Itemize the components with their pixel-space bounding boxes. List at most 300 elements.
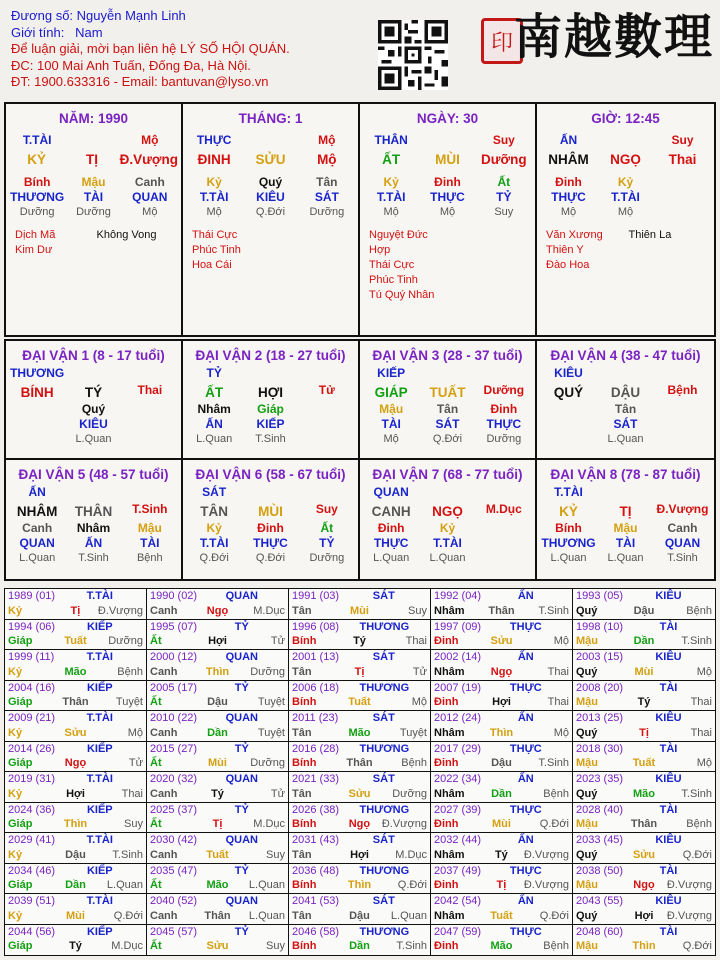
year-can: Giáp [8,879,33,891]
dai-van-cell[interactable] [183,341,360,460]
year-label: 2018 (30) [576,742,624,755]
pillar-top-row-item [65,133,121,148]
year-line1 [292,620,427,635]
year-cell[interactable] [289,833,431,864]
year-label: 1992 (04) [434,590,482,602]
year-cell[interactable] [573,650,715,681]
year-cell[interactable] [573,894,715,925]
year-chi: Ngọ [64,757,87,769]
year-cell[interactable] [5,589,147,620]
pillar-stage-row-item: Mộ [383,206,399,218]
year-cell[interactable] [289,864,431,895]
dai-van-cell[interactable] [537,341,714,460]
year-label: 2021 (33) [292,773,340,785]
year-cell[interactable] [5,925,147,956]
year-cell[interactable] [431,894,573,925]
pillar-stars [540,228,711,273]
dai-van-tt-item: ẤN [84,536,103,550]
year-cell[interactable] [431,620,573,651]
annual-luck-table [4,588,716,956]
year-stage: Đ.Vượng [97,604,143,617]
year-line2 [292,665,427,680]
year-label: 1990 (02) [150,590,198,602]
gender-value: Nam [75,24,103,40]
pillar-can-chi-row-item: KỶ [27,152,47,167]
year-cell[interactable] [573,589,715,620]
year-stage: Mộ [127,726,143,739]
year-label: 1993 (05) [576,590,624,602]
year-line1 [8,650,143,665]
pillar-hidden-stems-row [186,175,355,190]
year-line2 [576,817,712,832]
year-stage: Q.Đới [113,909,143,922]
year-line2 [434,634,569,649]
dai-van-can: QUÝ [553,385,584,400]
dai-van-tt-item: THỰC [253,536,288,550]
year-cell[interactable] [147,620,289,651]
year-label: 1994 (06) [8,620,56,633]
year-can: Quý [576,787,598,800]
year-line1 [576,620,712,635]
dai-van-bot-item: Mộ [383,433,399,445]
year-chi: Hợi [492,696,511,708]
dai-van-tt-item [122,417,178,432]
star-item: Văn Xương [546,229,603,241]
pillar-top-row [186,133,355,148]
year-stage: Thai [690,696,712,708]
dai-van-title: ĐẠI VẬN 7 (68 - 77 tuổi) [372,467,523,482]
year-line1 [8,742,143,757]
year-chi: Thân [204,909,231,922]
year-ten-god: THƯƠNG [359,864,410,877]
year-chi: Hợi [634,909,654,922]
year-line1 [434,864,569,879]
year-cell[interactable] [5,864,147,895]
year-label: 2006 (18) [292,681,340,694]
year-stage: Tuyệt [257,696,285,708]
year-cell[interactable] [147,772,289,803]
pillar-stage-row-item: Dưỡng [309,206,345,218]
year-chi: Thân [62,696,89,708]
year-label: 2022 (34) [434,773,482,785]
dai-van-than: ẤN [28,485,46,499]
year-cell[interactable] [289,742,431,773]
year-cell[interactable] [431,803,573,834]
year-cell[interactable] [147,894,289,925]
dai-van-tang-item: Canh [667,521,698,535]
year-line1 [576,894,712,909]
pillar-top-row-item: T.TÀI [22,133,52,147]
dai-van-tang-item: Mậu [613,521,638,535]
year-can: Giáp [8,757,33,769]
year-line1 [434,711,569,726]
year-label: 2039 (51) [8,895,56,907]
year-cell[interactable] [147,681,289,712]
year-stage: Dưỡng [392,787,427,800]
stars-right [451,228,533,303]
person-name: Nguyễn Mạnh Linh [76,8,186,23]
year-cell[interactable] [431,681,573,712]
year-ten-god: KIẾP [86,681,113,694]
year-cell[interactable] [431,833,573,864]
year-line1 [434,742,569,757]
pillar-cell [183,104,360,337]
year-chi: Dậu [633,604,655,617]
year-label: 1989 (01) [8,590,56,602]
star-item: Phúc Tinh [192,244,241,256]
year-chi: Tý [211,787,224,800]
year-cell[interactable] [573,742,715,773]
pillar-ten-gods-row-item: T.TÀI [199,190,229,204]
year-ten-god: KIẾP [86,620,113,633]
year-cell[interactable] [289,650,431,681]
pillar-hidden-stems-row-item: Đinh [434,175,461,189]
year-line2 [434,604,569,619]
year-cell[interactable] [289,681,431,712]
year-stage: Dưỡng [250,665,285,678]
dai-van-cell[interactable] [6,460,183,579]
year-line1 [292,833,427,848]
year-cell[interactable] [289,894,431,925]
year-cell[interactable] [5,803,147,834]
dai-van-bot-row [540,432,711,447]
dai-van-chi: TÝ [84,385,103,400]
dai-van-than: KIÊU [554,366,583,380]
year-cell[interactable] [5,711,147,742]
year-line1 [8,772,143,787]
spacer [299,485,355,500]
year-cell[interactable] [147,711,289,742]
dai-van-tang-item [540,402,597,417]
year-cell[interactable] [573,620,715,651]
year-line1 [8,711,143,726]
year-ten-god: THỰC [509,742,542,755]
year-line1 [8,681,143,696]
year-can: Quý [576,848,598,861]
dai-van-can: CANH [371,504,411,519]
dai-van-ten-god [363,485,532,500]
year-label: 2023 (35) [576,773,624,785]
year-can: Quý [576,726,598,739]
dai-van-tang-item: Mậu [379,402,404,416]
pillar-title: NĂM: 1990 [58,111,129,126]
pillar-hidden-stems-row-item: Kỷ [206,175,222,189]
dai-van-bot-item: Dưỡng [309,552,345,564]
year-line2 [576,848,712,863]
year-label: 2042 (54) [434,895,482,907]
pillar-top-row [363,133,532,148]
pillar-can-chi-row-item: Đ.Vượng [119,152,178,167]
year-cell[interactable] [5,742,147,773]
year-cell[interactable] [147,833,289,864]
year-stage: Bệnh [686,818,712,830]
year-cell[interactable] [147,589,289,620]
year-can: Bính [292,635,317,647]
phone-email-line[interactable]: ĐT: 1900.633316 - Email: bantuvan@lyso.vn [11,74,269,89]
dai-van-tt-item [540,417,597,432]
dai-van-ten-god [540,485,711,500]
dai-van-tang-item: Bính [555,521,582,535]
pillar-stage-row-item: Mộ [142,206,158,218]
dai-van-tang-item: Kỷ [439,521,456,535]
year-ten-god: QUAN [225,651,258,663]
year-cell[interactable] [289,620,431,651]
dai-van-bot-item: Q.Đới [255,552,286,564]
dai-van-stage: M.Dục [485,502,522,516]
year-ten-god: ẤN [517,773,534,785]
year-line2 [150,665,285,680]
year-line1 [150,803,285,818]
year-cell[interactable] [431,711,573,742]
dai-van-tt-item: SÁT [613,417,638,431]
qr-code-icon[interactable] [378,20,448,90]
year-chi: Mão [64,665,87,678]
pillar-cell [360,104,537,337]
year-label: 2003 (15) [576,651,624,663]
year-line2 [150,848,285,863]
year-can: Giáp [8,940,33,952]
year-ten-god: SÁT [372,773,395,785]
year-cell[interactable] [147,925,289,956]
year-stage: Tuyệt [399,726,427,739]
year-label: 2028 (40) [576,803,624,816]
year-line2 [8,817,143,832]
year-chi: Mùi [66,909,85,922]
dai-van-cell[interactable] [183,460,360,579]
dai-van-bot-row [186,551,355,566]
year-line2 [292,787,427,802]
year-chi: Tuất [64,635,87,647]
year-can: Mậu [576,696,598,708]
year-stage: Tử [412,665,427,678]
dai-van-tt-item [654,417,711,432]
year-cell[interactable] [289,711,431,742]
dai-van-bot-item: L.Quan [550,552,587,564]
year-line2 [434,787,569,802]
year-cell[interactable] [431,925,573,956]
year-can: Tân [292,604,312,617]
year-line2 [8,939,143,954]
pillar-top-row-item: THỰC [196,133,232,147]
year-cell[interactable] [573,772,715,803]
year-stage: Tuyệt [257,726,285,739]
dai-van-tang-row [363,521,532,536]
year-cell[interactable] [5,650,147,681]
year-line1 [434,833,569,848]
year-cell[interactable] [289,772,431,803]
dai-van-tang-row [9,521,178,536]
year-cell[interactable] [431,864,573,895]
year-ten-god: KIẾP [86,864,113,877]
year-cell[interactable] [147,650,289,681]
year-cell[interactable] [573,681,715,712]
year-chi: Sửu [348,787,371,800]
pillar-stage-row-item: Mộ [560,206,577,218]
year-label: 1996 (08) [292,620,340,633]
star-item: Thái Cực [369,259,415,271]
year-chi: Tý [494,848,508,861]
year-chi: Ngọ [348,818,371,830]
year-line1 [434,772,569,787]
year-line1 [292,864,427,879]
year-cell[interactable] [573,925,715,956]
year-cell[interactable] [147,864,289,895]
pillar-title: NGÀY: 30 [416,111,479,126]
pillar-hidden-stems-row [9,175,178,190]
dai-van-stage: Tử [318,383,335,397]
year-line1 [150,620,285,635]
pillar-ten-gods-row [186,190,355,205]
year-cell[interactable] [431,589,573,620]
stars-right [629,228,712,273]
gioi-tinh-label: Giới tính: [11,24,65,40]
year-ten-god: T.TÀI [86,712,113,724]
year-stage: Tử [270,787,285,800]
year-cell[interactable] [5,681,147,712]
year-stage: Q.Đới [539,818,569,830]
year-line1 [150,650,285,665]
year-line2 [434,665,569,680]
dai-van-can-chi [186,383,355,402]
year-ten-god: THƯƠNG [359,681,410,694]
dai-van-cell[interactable] [360,460,537,579]
year-cell[interactable] [573,711,715,742]
dai-van-can: GIÁP [374,385,408,400]
year-chi: Thìn [347,879,372,891]
pillar-hidden-stems-row-item: Canh [134,175,165,189]
year-can: Đinh [434,757,459,769]
year-chi: Mão [348,726,371,739]
year-ten-god: THƯƠNG [359,742,410,755]
pillar-top-row [540,133,711,148]
pillar-stage-row-item: Mộ [439,206,456,218]
spacer [122,485,178,500]
year-line2 [150,787,285,802]
dai-van-can-chi [540,502,711,521]
year-can: Bính [292,879,317,891]
year-line1 [292,772,427,787]
year-chi: Dậu [491,757,512,769]
year-line1 [434,650,569,665]
year-line2 [292,634,427,649]
pillar-stars [9,228,178,258]
four-pillars-grid [4,102,716,337]
year-cell[interactable] [5,772,147,803]
year-cell[interactable] [573,803,715,834]
year-chi: Hợi [350,848,369,861]
year-stage: Bệnh [117,665,143,678]
year-line1 [150,864,285,879]
year-cell[interactable] [289,589,431,620]
year-cell[interactable] [431,650,573,681]
year-label: 2007 (19) [434,681,482,694]
dai-van-cell[interactable] [537,460,714,579]
pillar-top-row-item [242,133,298,148]
year-line1 [434,894,569,909]
dai-van-tang-item: Đinh [257,521,284,535]
year-cell[interactable] [5,833,147,864]
year-cell[interactable] [289,925,431,956]
year-can: Bính [292,757,317,769]
pillar-ten-gods-row-item: THỰC [551,190,586,204]
pillar-title: THÁNG: 1 [238,111,303,126]
year-can: Quý [576,909,598,922]
spacer [122,366,178,381]
year-ten-god: TÀI [659,681,678,694]
year-cell[interactable] [5,894,147,925]
dai-van-bot-item: Bệnh [136,552,163,564]
year-cell[interactable] [147,742,289,773]
year-chi: Dần [349,940,370,952]
star-item: Phúc Tinh [369,274,418,286]
year-line2 [8,909,143,924]
year-ten-god: TÀI [659,925,678,938]
year-can: Quý [576,665,598,678]
dai-van-cell[interactable] [360,341,537,460]
dai-van-tang-item: Nhâm [76,521,111,535]
year-line2 [8,787,143,802]
year-line1 [150,742,285,757]
pillar-stars [186,228,355,273]
dai-van-tang-item [299,402,355,417]
year-label: 2045 (57) [150,925,198,938]
year-chi: Dậu [207,696,228,708]
year-can: Tân [292,787,312,800]
year-cell[interactable] [147,803,289,834]
year-cell[interactable] [289,803,431,834]
year-ten-god: KIÊU [655,651,682,663]
year-label: 2031 (43) [292,834,340,846]
year-line2 [576,756,712,771]
year-label: 2025 (37) [150,803,198,816]
dai-van-can-chi [540,383,711,402]
dai-van-can: BÍNH [20,385,54,400]
year-cell[interactable] [573,864,715,895]
year-ten-god: ẤN [517,651,534,663]
year-label: 2029 (41) [8,834,56,846]
year-cell[interactable] [431,742,573,773]
year-line1 [8,894,143,909]
year-stage: T.Sinh [681,635,712,647]
dai-van-than: T.TÀI [554,485,583,499]
year-stage: Mộ [411,696,427,708]
dai-van-ten-god [363,366,532,381]
pillar-can-chi-row-item: Thai [668,152,697,167]
spacer [654,485,711,500]
year-ten-god: KIÊU [655,773,682,785]
year-cell[interactable] [573,833,715,864]
pillar-can-chi-row-item: NHÂM [548,152,589,167]
year-stage: Tuyệt [115,696,143,708]
year-cell[interactable] [431,772,573,803]
year-line2 [292,909,427,924]
year-line1 [150,681,285,696]
dai-van-tt-item: THỰC [486,417,522,431]
year-ten-god: KIẾP [86,742,113,755]
year-can: Nhâm [434,665,465,678]
year-ten-god: THỰC [509,864,542,877]
year-can: Kỷ [8,604,23,617]
pillar-ten-gods-row [9,190,178,205]
year-can: Đinh [434,940,459,952]
year-line1 [150,711,285,726]
pillar-ten-gods-row [540,190,711,205]
year-ten-god: THỰC [509,803,542,816]
year-cell[interactable] [5,620,147,651]
year-line1 [150,589,285,604]
dai-van-cell[interactable] [6,341,183,460]
year-can: Ất [150,696,162,708]
